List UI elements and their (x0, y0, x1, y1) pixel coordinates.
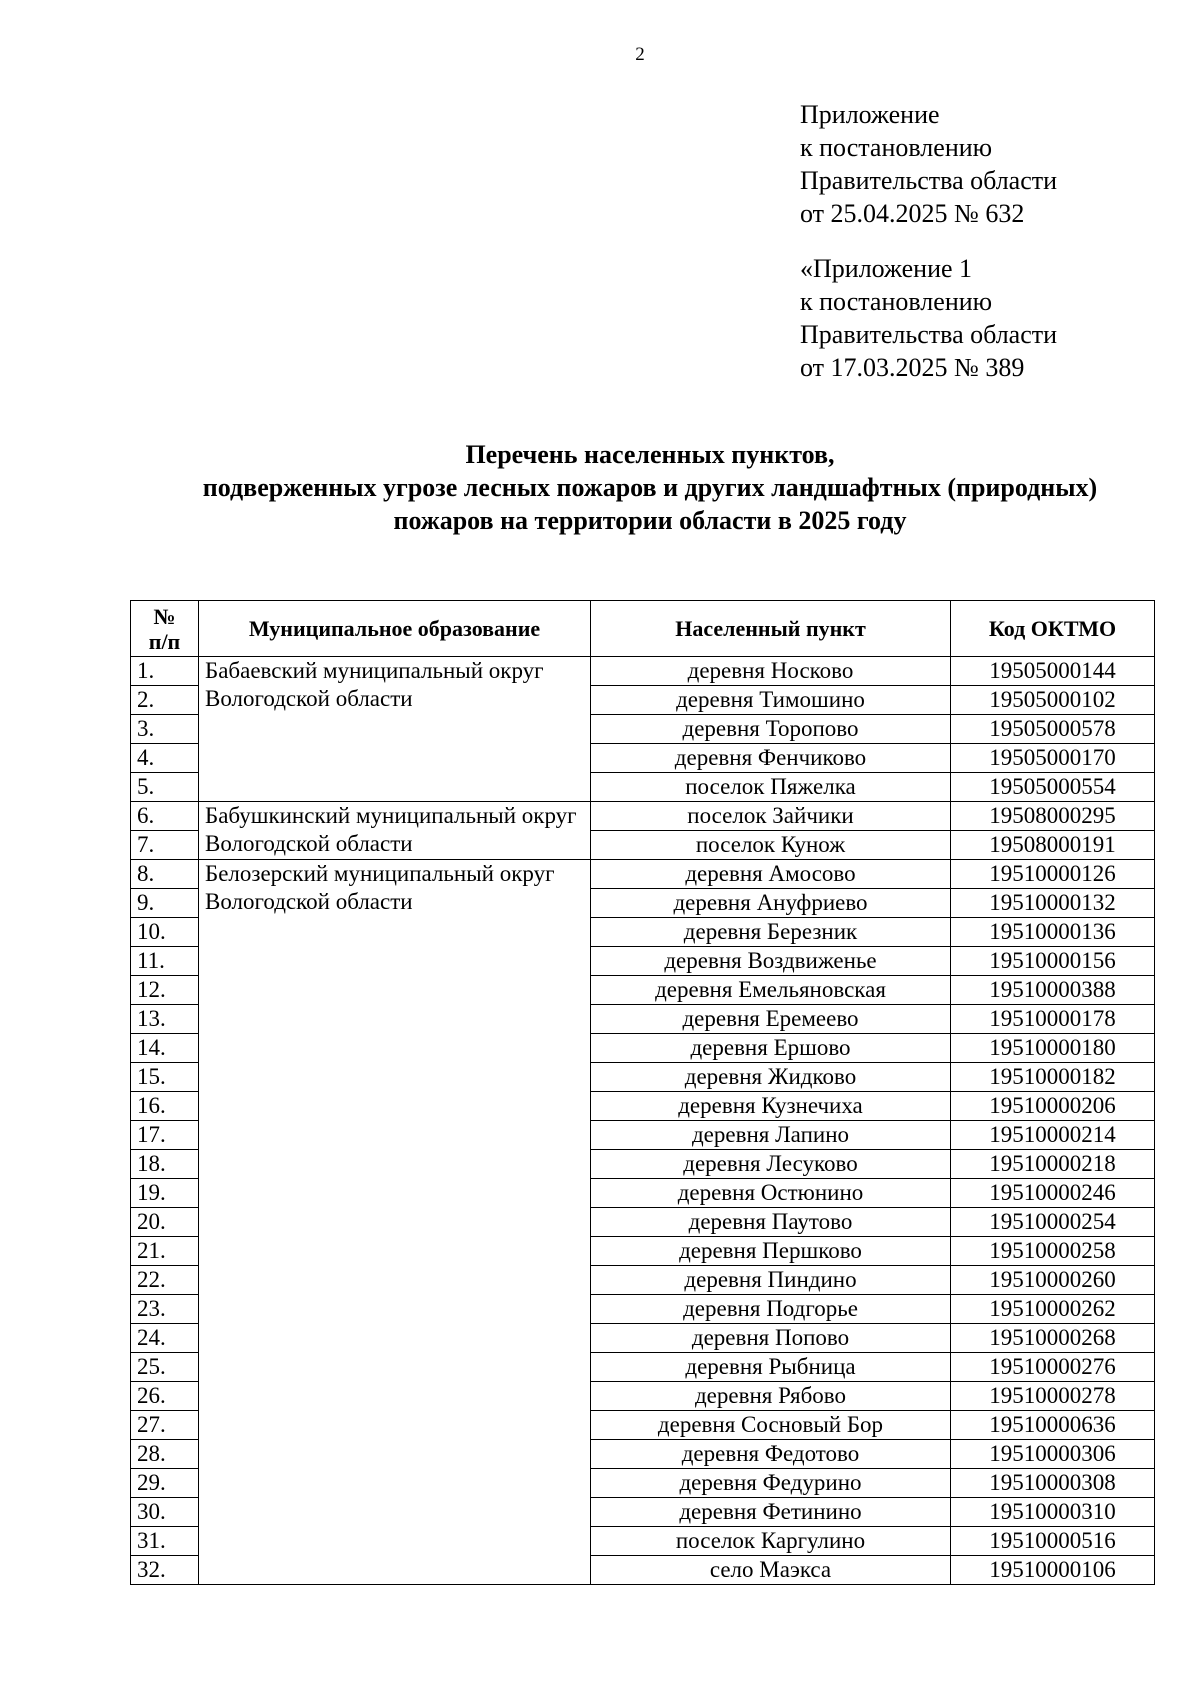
settlement-cell: деревня Сосновый Бор (591, 1411, 951, 1440)
settlement-cell: деревня Пиндино (591, 1266, 951, 1295)
row-number: 17. (131, 1121, 199, 1150)
municipality-cell: Белозерский муниципальный округ Вологодской области (199, 860, 591, 1585)
table-row (131, 802, 1155, 831)
settlement-cell: поселок Зайчики (591, 802, 951, 831)
municipality-cell: Бабаевский муниципальный округ Вологодской области (199, 657, 591, 802)
row-number: 22. (131, 1266, 199, 1295)
oktmo-cell: 19505000170 (951, 744, 1155, 773)
settlement-cell: село Маэкса (591, 1556, 951, 1585)
row-number: 14. (131, 1034, 199, 1063)
settlement-cell: деревня Кузнечиха (591, 1092, 951, 1121)
document-title (100, 438, 1200, 537)
row-number: 29. (131, 1469, 199, 1498)
oktmo-cell: 19510000260 (951, 1266, 1155, 1295)
header-settlement: Населенный пункт (591, 601, 951, 657)
settlement-cell: деревня Емельяновская (591, 976, 951, 1005)
settlement-cell: деревня Жидково (591, 1063, 951, 1092)
row-number: 24. (131, 1324, 199, 1353)
header-number-line2: п/п (148, 628, 181, 654)
settlement-cell: деревня Амосово (591, 860, 951, 889)
oktmo-cell: 19510000182 (951, 1063, 1155, 1092)
settlement-cell: деревня Федурино (591, 1469, 951, 1498)
oktmo-cell: 19505000144 (951, 657, 1155, 686)
settlement-cell: деревня Носково (591, 657, 951, 686)
row-number: 20. (131, 1208, 199, 1237)
row-number: 21. (131, 1237, 199, 1266)
appendix-line: к постановлению (800, 133, 993, 162)
row-number: 27. (131, 1411, 199, 1440)
oktmo-cell: 19505000102 (951, 686, 1155, 715)
settlement-cell: деревня Паутово (591, 1208, 951, 1237)
appendix-line: «Приложение 1 (800, 254, 973, 283)
settlement-cell: деревня Еремеево (591, 1005, 951, 1034)
header-number (131, 601, 199, 657)
oktmo-cell: 19510000214 (951, 1121, 1155, 1150)
table-body (131, 657, 1155, 1585)
settlements-table (130, 600, 1155, 1585)
oktmo-cell: 19510000106 (951, 1556, 1155, 1585)
oktmo-cell: 19510000156 (951, 947, 1155, 976)
row-number: 13. (131, 1005, 199, 1034)
settlement-cell: деревня Рыбница (591, 1353, 951, 1382)
oktmo-cell: 19505000578 (951, 715, 1155, 744)
title-line: Перечень населенных пунктов, (465, 440, 835, 469)
row-number: 32. (131, 1556, 199, 1585)
row-number: 19. (131, 1179, 199, 1208)
row-number: 28. (131, 1440, 199, 1469)
row-number: 31. (131, 1527, 199, 1556)
row-number: 18. (131, 1150, 199, 1179)
oktmo-cell: 19510000276 (951, 1353, 1155, 1382)
row-number: 10. (131, 918, 199, 947)
oktmo-cell: 19510000516 (951, 1527, 1155, 1556)
oktmo-cell: 19510000254 (951, 1208, 1155, 1237)
row-number: 16. (131, 1092, 199, 1121)
row-number: 12. (131, 976, 199, 1005)
row-number: 3. (131, 715, 199, 744)
settlement-cell: поселок Каргулино (591, 1527, 951, 1556)
header-oktmo: Код ОКТМО (951, 601, 1155, 657)
row-number: 9. (131, 889, 199, 918)
table-row (131, 860, 1155, 889)
oktmo-cell: 19510000246 (951, 1179, 1155, 1208)
settlement-cell: деревня Федотово (591, 1440, 951, 1469)
appendix-line: от 17.03.2025 № 389 (800, 353, 1025, 382)
oktmo-cell: 19510000136 (951, 918, 1155, 947)
row-number: 1. (131, 657, 199, 686)
oktmo-cell: 19510000262 (951, 1295, 1155, 1324)
settlement-cell: деревня Остюнино (591, 1179, 951, 1208)
row-number: 30. (131, 1498, 199, 1527)
oktmo-cell: 19510000388 (951, 976, 1155, 1005)
appendix-line: Правительства области (800, 320, 1058, 349)
oktmo-cell: 19510000636 (951, 1411, 1155, 1440)
oktmo-cell: 19505000554 (951, 773, 1155, 802)
table-header-row (131, 601, 1155, 657)
row-number: 8. (131, 860, 199, 889)
settlement-cell: поселок Пяжелка (591, 773, 951, 802)
title-line: подверженных угрозе лесных пожаров и других ландшафтных (природных) (202, 473, 1098, 502)
settlement-cell: деревня Березник (591, 918, 951, 947)
settlement-cell: деревня Попово (591, 1324, 951, 1353)
row-number: 15. (131, 1063, 199, 1092)
oktmo-cell: 19510000278 (951, 1382, 1155, 1411)
row-number: 4. (131, 744, 199, 773)
municipality-cell: Бабушкинский муниципальный округ Вологодской области (199, 802, 591, 860)
settlement-cell: деревня Тимошино (591, 686, 951, 715)
oktmo-cell: 19510000268 (951, 1324, 1155, 1353)
appendix-line: к постановлению (800, 287, 993, 316)
oktmo-cell: 19510000306 (951, 1440, 1155, 1469)
settlement-cell: деревня Рябово (591, 1382, 951, 1411)
oktmo-cell: 19510000126 (951, 860, 1155, 889)
appendix-line: Правительства области (800, 166, 1058, 195)
row-number: 26. (131, 1382, 199, 1411)
row-number: 2. (131, 686, 199, 715)
original-appendix-block (800, 252, 1180, 384)
oktmo-cell: 19510000258 (951, 1237, 1155, 1266)
oktmo-cell: 19510000310 (951, 1498, 1155, 1527)
oktmo-cell: 19510000178 (951, 1005, 1155, 1034)
row-number: 7. (131, 831, 199, 860)
settlement-cell: деревня Ануфриево (591, 889, 951, 918)
header-number-line1: № (153, 603, 176, 629)
settlement-cell: деревня Лапино (591, 1121, 951, 1150)
settlement-cell: деревня Фетинино (591, 1498, 951, 1527)
oktmo-cell: 19508000191 (951, 831, 1155, 860)
row-number: 11. (131, 947, 199, 976)
settlement-cell: деревня Фенчиково (591, 744, 951, 773)
settlement-cell: деревня Першково (591, 1237, 951, 1266)
header-municipality: Муниципальное образование (199, 601, 591, 657)
settlement-cell: деревня Торопово (591, 715, 951, 744)
page-number: 2 (635, 44, 645, 65)
table-row (131, 657, 1155, 686)
title-line: пожаров на территории области в 2025 году (393, 506, 907, 535)
settlement-cell: поселок Кунож (591, 831, 951, 860)
oktmo-cell: 19510000206 (951, 1092, 1155, 1121)
settlement-cell: деревня Ершово (591, 1034, 951, 1063)
row-number: 6. (131, 802, 199, 831)
settlement-cell: деревня Лесуково (591, 1150, 951, 1179)
row-number: 25. (131, 1353, 199, 1382)
oktmo-cell: 19508000295 (951, 802, 1155, 831)
row-number: 5. (131, 773, 199, 802)
appendix-line: Приложение (800, 100, 940, 129)
settlement-cell: деревня Подгорье (591, 1295, 951, 1324)
oktmo-cell: 19510000218 (951, 1150, 1155, 1179)
oktmo-cell: 19510000180 (951, 1034, 1155, 1063)
settlement-cell: деревня Воздвиженье (591, 947, 951, 976)
appendix-line: от 25.04.2025 № 632 (800, 199, 1025, 228)
oktmo-cell: 19510000308 (951, 1469, 1155, 1498)
oktmo-cell: 19510000132 (951, 889, 1155, 918)
row-number: 23. (131, 1295, 199, 1324)
appendix-block (800, 98, 1180, 230)
